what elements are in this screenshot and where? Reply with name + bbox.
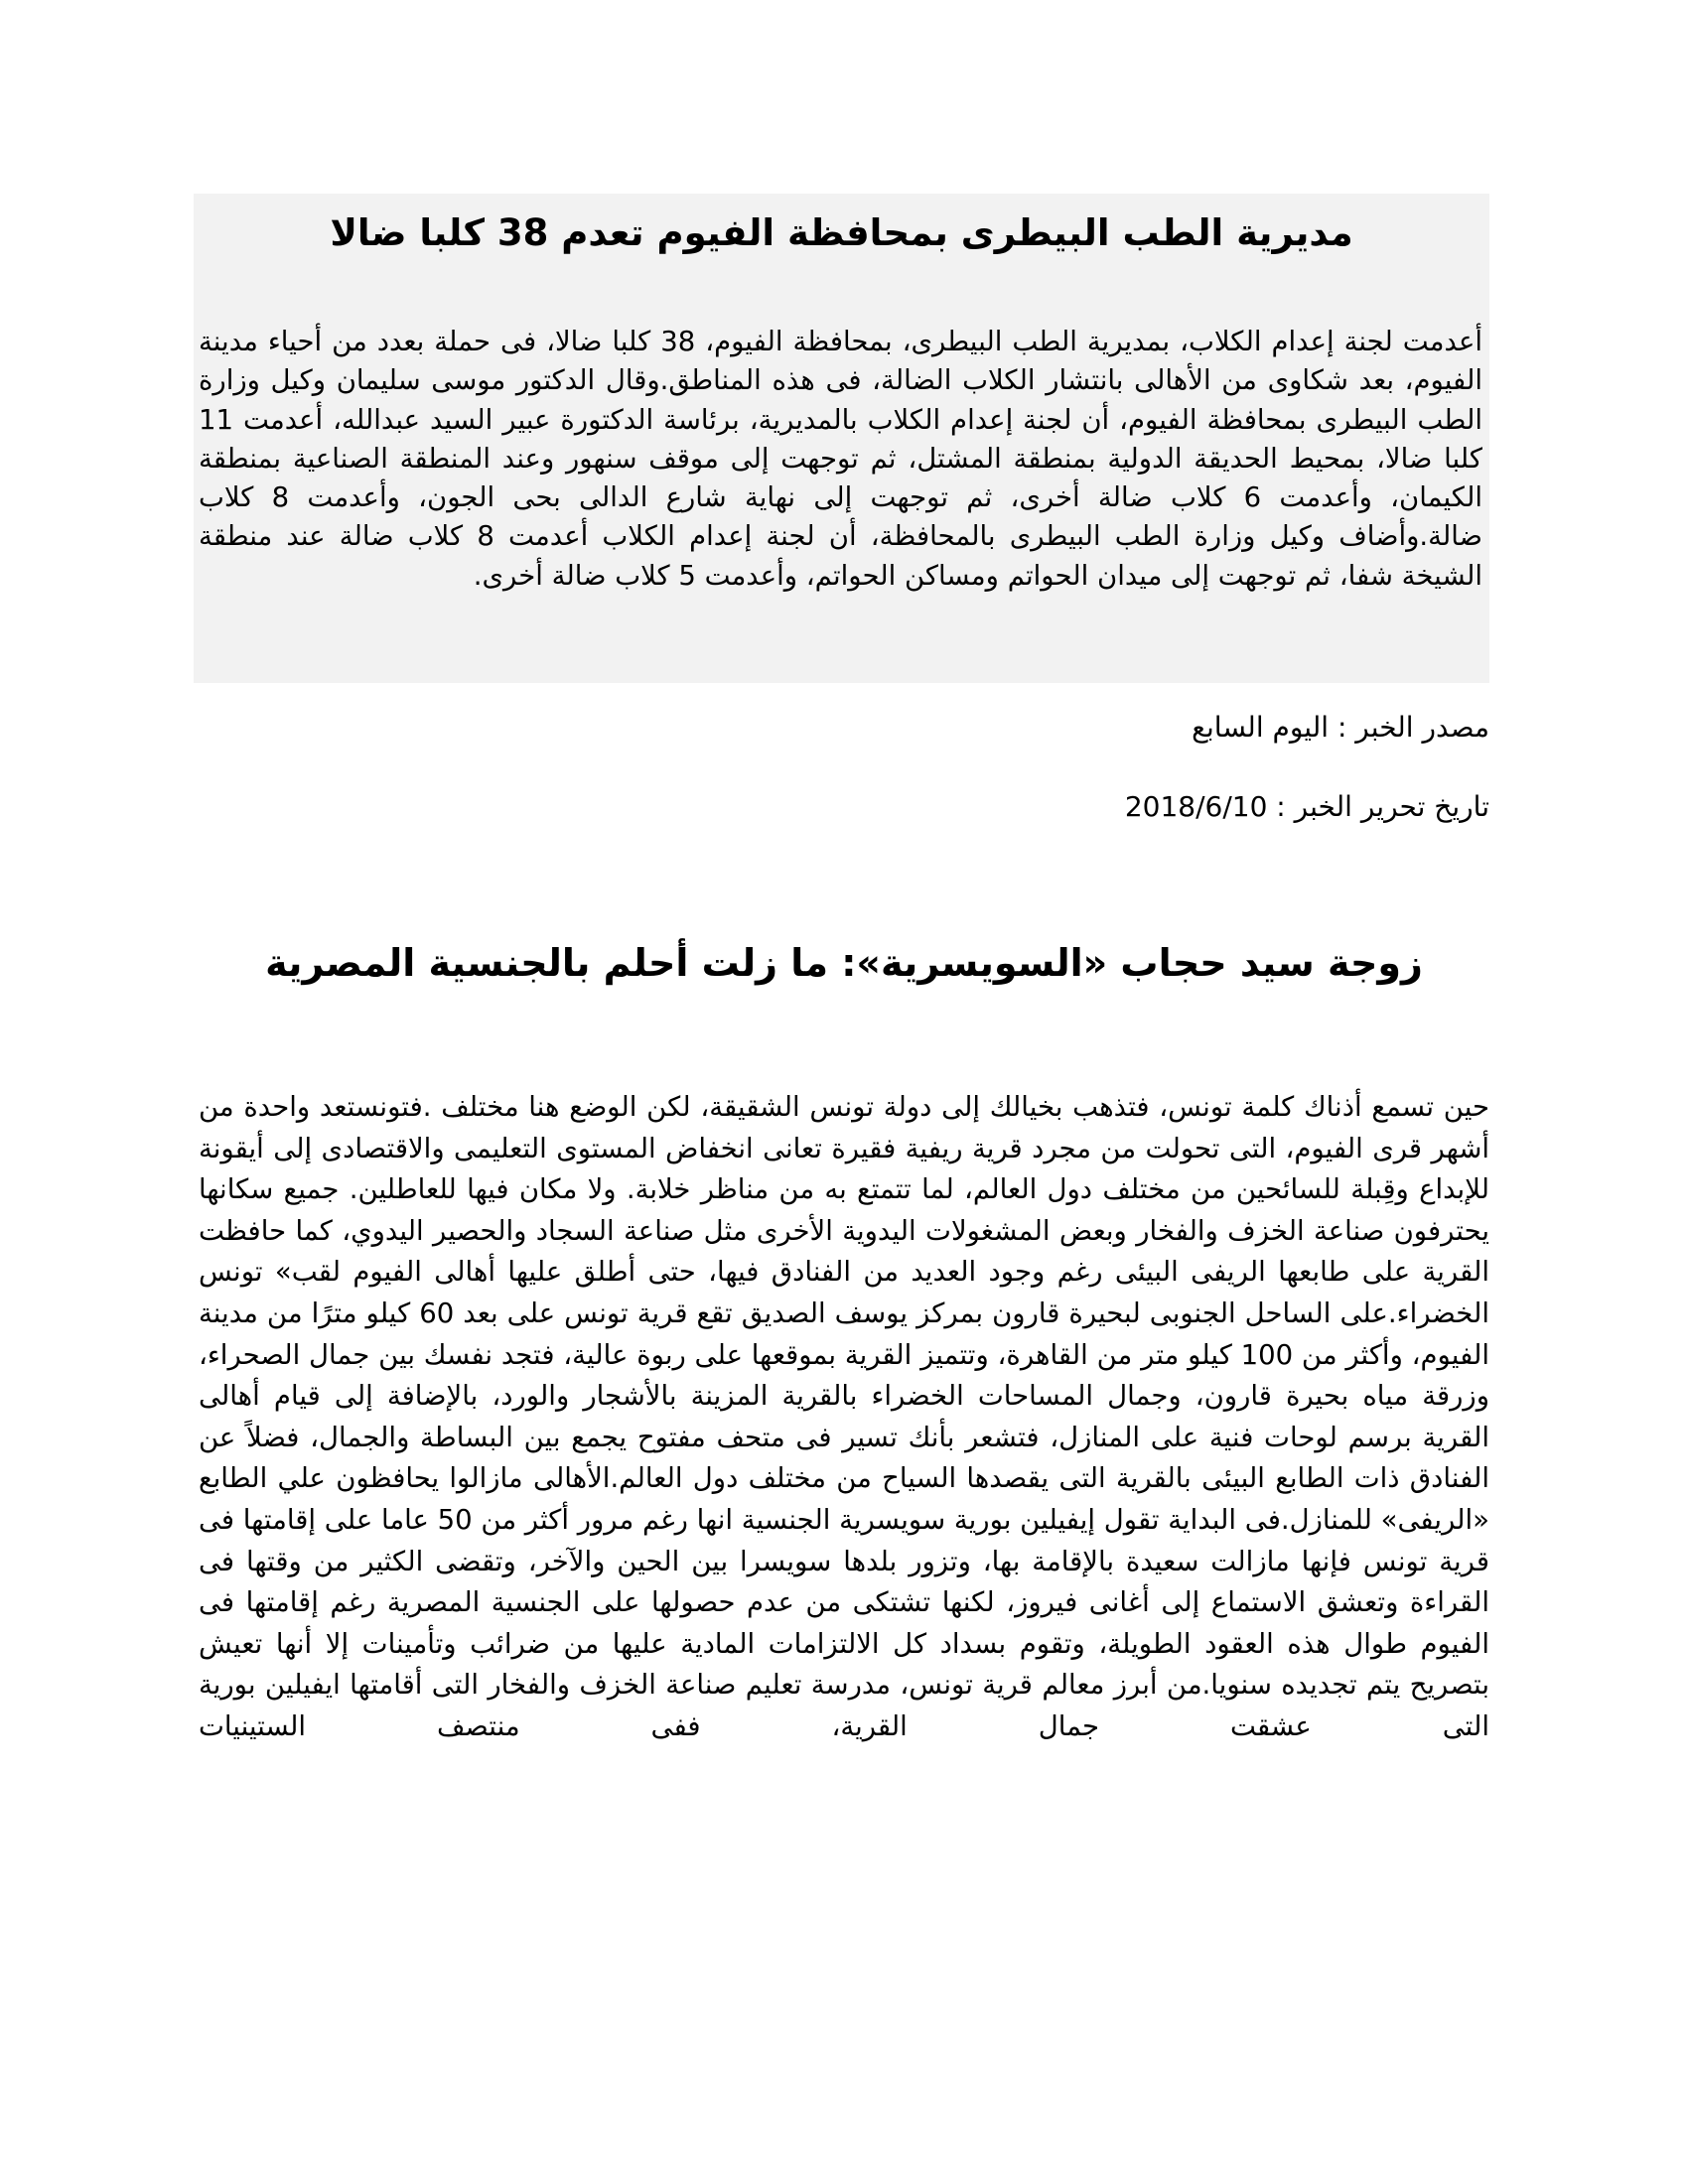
article-1-date-line: تاريخ تحرير الخبر : 2018/6/10 (1124, 790, 1489, 823)
article-1-source-line: مصدر الخبر : اليوم السابع (1192, 711, 1489, 744)
article-2-headline: زوجة سيد حجاب «السويسرية»: ما زلت أحلم بالجنسية المصرية (265, 941, 1423, 985)
article-1-headline: مديرية الطب البيطرى بمحافظة الفيوم تعدم 38 كلبا ضالا (330, 211, 1353, 254)
article-2-body: حين تسمع أذناك كلمة تونس، فتذهب بخيالك إلى دولة تونس الشقيقة، لكن الوضع هنا مختلف .فتونستعد واحدة من أشهر قرى الفيوم، التى تحولت من مجرد قرية ريفية فقيرة تعانى انخفاض المستوى التعليمى والاقتصادى إلى أيقونة للإبداع وقِبلة للسائحين من مختلف دول العالم، لما تتمتع به من مناظر خلابة. ولا مكان فيها للعاطلين. جميع سكانها يحترفون صناعة الخزف والفخار وبعض المشغولات اليدوية الأخرى مثل صناعة السجاد والحصير اليدوي، كما حافظت القرية على طابعها الريفى البيئى رغم وجود العديد من الفنادق فيها، حتى أطلق عليها أهالى الفيوم لقب» تونس الخضراء.على الساحل الجنوبى لبحيرة قارون بمركز يوسف الصديق تقع قرية تونس على بعد 60 كيلو مترًا من مدينة الفيوم، وأكثر من 100 كيلو متر من القاهرة، وتتميز القرية بموقعها على ربوة عالية، فتجد نفسك بين جمال الصحراء، وزرقة مياه بحيرة قارون، وجمال المساحات الخضراء بالقرية المزينة بالأشجار والورد، بالإضافة إلى قيام أهالى القرية برسم لوحات فنية على المنازل، فتشعر بأنك تسير فى متحف مفتوح يجمع بين البساطة والجمال، فضلاً عن الفنادق ذات الطابع البيئى بالقرية التى يقصدها السياح من مختلف دول العالم.الأهالى مازالوا يحافظون علي الطابع «الريفى» للمنازل.فى البداية تقول إيفيلين بورية سويسرية الجنسية انها رغم مرور أكثر من 50 عاما على إقامتها فى قرية تونس فإنها مازالت سعيدة بالإقامة بها، وتزور بلدها سويسرا بين الحين والآخر، وتقضى الكثير من وقتها فى القراءة وتعشق الاستماع إلى أغانى فيروز، لكنها تشتكى من عدم حصولها على الجنسية المصرية رغم إقامتها فى الفيوم طوال هذه العقود الطويلة، وتقوم بسداد كل الالتزامات المادية عليها من ضرائب وتأمينات إلا أنها تعيش بتصريح يتم تجديده سنويا.من أبرز معالم قرية تونس، مدرسة تعليم صناعة الخزف والفخار التى أقامتها ايفيلين بورية التى عشقت جمال القرية، ففى منتصف الستينيات (199, 1091, 1489, 1742)
article-1-body: أعدمت لجنة إعدام الكلاب، بمديرية الطب البيطرى، بمحافظة الفيوم، 38 كلبا ضالا، فى حملة بعدد من أحياء مدينة الفيوم، بعد شكاوى من الأهالى بانتشار الكلاب الضالة، فى هذه المناطق.وقال الدكتور موسى سليمان وكيل وزارة الطب البيطرى بمحافظة الفيوم، أن لجنة إعدام الكلاب بالمديرية، برئاسة الدكتورة عبير السيد عبدالله، أعدمت 11 كلبا ضالا، بمحيط الحديقة الدولية بمنطقة المشتل، ثم توجهت إلى موقف سنهور وعند المنطقة الصناعية بمنطقة الكيمان، وأعدمت 6 كلاب ضالة أخرى، ثم توجهت إلى نهاية شارع الدالى بحى الجون، وأعدمت 8 كلاب ضالة.وأضاف وكيل وزارة الطب البيطرى بالمحافظة، أن لجنة إعدام الكلاب أعدمت 8 كلاب ضالة عند منطقة الشيخة شفا، ثم توجهت إلى ميدان الحواتم ومساكن الحواتم، وأعدمت 5 كلاب ضالة أخرى. (199, 326, 1483, 592)
